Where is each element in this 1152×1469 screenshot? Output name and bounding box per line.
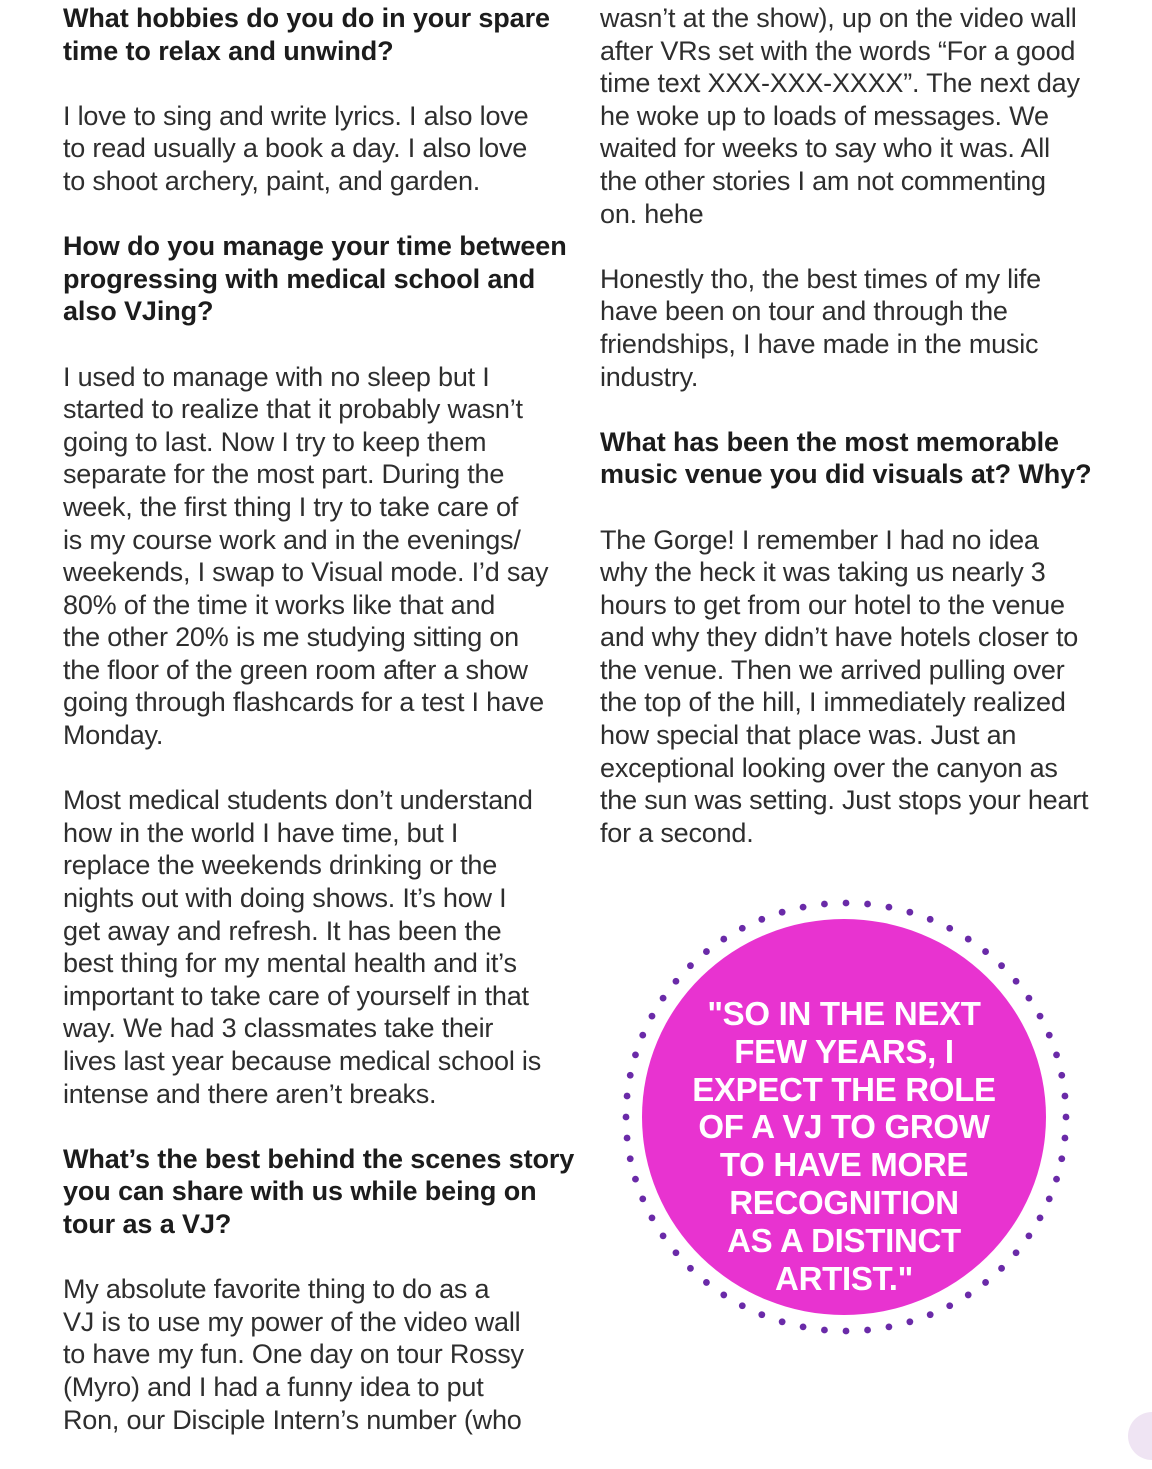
answer-behind-the-scenes-2: wasn’t at the show), up on the video wall after VRs set with the words “For a good time text XXX-XXX-XXXX”. The next day he woke up to loads of messages. We waited for weeks to say who it was. All the other stories I am not commenting on. hehe (600, 3, 1080, 229)
ring-dot (1058, 1155, 1065, 1162)
ring-dot (843, 900, 850, 907)
ring-dot (627, 1072, 634, 1079)
answer-behind-the-scenes-1: My absolute favorite thing to do as a VJ is to use my power of the video wall to have my fun. One day on tour Rossy (Myro) and I had a funny idea to put Ron, our Disciple Intern’s number (who (63, 1274, 524, 1435)
ring-dot (927, 1311, 934, 1318)
ring-dot (965, 936, 972, 943)
question-time-management: How do you manage your time between progressing with medical school and also VJing? (63, 231, 567, 327)
ring-dot (660, 995, 667, 1002)
ring-dot (1026, 1232, 1033, 1239)
ring-dot (673, 978, 680, 985)
ring-dot (1062, 1135, 1069, 1142)
question-hobbies: What hobbies do you do in your spare time to relax and unwind? (63, 3, 550, 66)
ring-dot (1013, 978, 1020, 985)
pull-quote-text: "SO IN THE NEXT FEW YEARS, I EXPECT THE ROLE OF A VJ TO GROW TO HAVE MORE RECOGNITION AS A DISTINCT ARTIST." (692, 995, 996, 1297)
ring-dot (720, 936, 727, 943)
answer-hobbies: I love to sing and write lyrics. I also love to read usually a book a day. I also love to shoot archery, paint, and garden. (63, 100, 529, 196)
ring-dot (623, 1114, 630, 1121)
ring-dot (632, 1176, 639, 1183)
corner-decoration (1128, 1412, 1152, 1460)
ring-dot (1026, 995, 1033, 1002)
ring-dot (1046, 1195, 1053, 1202)
ring-dot (946, 1302, 953, 1309)
ring-dot (906, 1318, 913, 1325)
ring-dot (1058, 1072, 1065, 1079)
ring-dot (1046, 1032, 1053, 1039)
ring-dot (906, 909, 913, 916)
ring-dot (1062, 1093, 1069, 1100)
ring-dot (821, 901, 828, 908)
ring-dot (758, 1311, 765, 1318)
ring-dot (998, 962, 1005, 969)
answer-memorable-venue: The Gorge! I remember I had no idea why the heck it was taking us nearly 3 hours to get from our hotel to the venue and why they didn’t have hotels closer to the venue. Then we arrived pulling over the top of the hill, I immediately realized how special that place was. Just an exceptional looking over the canyon as the sun was setting. Just stops your heart for a second. (600, 524, 1089, 848)
question-memorable-venue: What has been the most memorable music venue you did visuals at? Why? (600, 426, 1092, 490)
ring-dot (864, 1327, 871, 1334)
ring-dot (779, 909, 786, 916)
ring-dot (843, 1328, 850, 1335)
pull-quote (616, 893, 1076, 1343)
left-column (63, 2, 575, 1469)
ring-dot (982, 948, 989, 955)
ring-dot (886, 904, 893, 911)
ring-dot (624, 1093, 631, 1100)
question-behind-the-scenes: What’s the best behind the scenes story you can share with us while being on tour as a VJ? (63, 1143, 575, 1239)
ring-dot (800, 1323, 807, 1330)
ring-dot (946, 925, 953, 932)
ring-dot (1037, 1214, 1044, 1221)
ring-dot (758, 916, 765, 923)
ring-dot (1037, 1013, 1044, 1020)
ring-dot (627, 1155, 634, 1162)
ring-dot (649, 1214, 656, 1221)
ring-dot (660, 1232, 667, 1239)
answer-time-management-2: Most medical students don’t understand how in the world I have time, but I replace the weekends drinking or the nights out with doing shows. It’s how I get away and refresh. It has been the best thing for my mental health and it’s important to take care of yourself in that way. We had 3 classmates take their lives last year because medical school is intense and there aren’t breaks. (63, 785, 542, 1109)
ring-dot (864, 901, 871, 908)
ring-dot (1053, 1051, 1060, 1058)
ring-dot (779, 1318, 786, 1325)
ring-dot (886, 1323, 893, 1330)
ring-dot (1053, 1176, 1060, 1183)
right-column (600, 2, 1120, 882)
ring-dot (687, 962, 694, 969)
ring-dot (739, 925, 746, 932)
ring-dot (624, 1135, 631, 1142)
ring-dot (649, 1013, 656, 1020)
ring-dot (639, 1032, 646, 1039)
ring-dot (821, 1327, 828, 1334)
ring-dot (800, 904, 807, 911)
ring-dot (927, 916, 934, 923)
ring-dot (739, 1302, 746, 1309)
ring-dot (1063, 1114, 1070, 1121)
answer-time-management-1: I used to manage with no sleep but I started to realize that it probably wasn’t going to last. Now I try to keep them separate for the most part. During the week, the first thing I try to take care of is my course work and in the evenings/ weekends, I swap to Visual mode. I’d say 80% of the time it works like that and the other 20% is me studying sitting on the floor of the green room after a show going through flashcards for a test I have Monday. (63, 361, 549, 751)
ring-dot (703, 948, 710, 955)
ring-dot (639, 1195, 646, 1202)
ring-dot (632, 1051, 639, 1058)
answer-best-times: Honestly tho, the best times of my life have been on tour and through the friendships, I have made in the music industry. (600, 263, 1041, 392)
ring-dot (1013, 1249, 1020, 1256)
